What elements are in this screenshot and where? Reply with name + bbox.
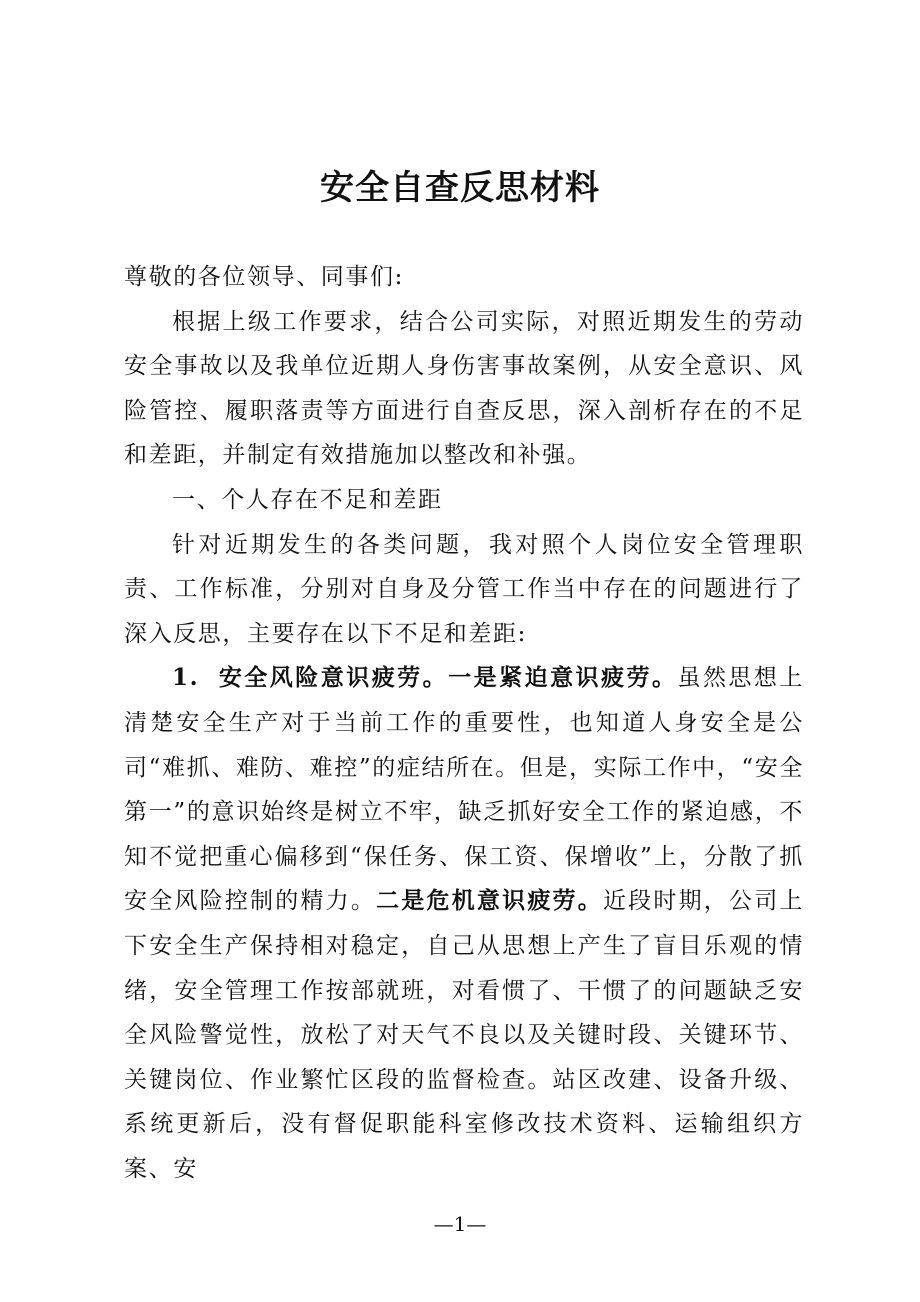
section-heading: 一、个人存在不足和差距 [172, 486, 443, 513]
section-intro-paragraph: 针对近期发生的各类问题，我对照个人岗位安全管理职责、工作标准，分别对自身及分管工作当中存在的问题进行了深入反思，主要存在以下不足和差距: [124, 531, 804, 647]
item-1-sub2-label: 二是危机意识疲劳。 [376, 887, 603, 915]
item-1-paragraph [124, 656, 804, 1191]
salutation: 尊敬的各位领导、同事们: [124, 264, 404, 290]
intro-paragraph: 根据上级工作要求，结合公司实际，对照近期发生的劳动安全事故以及我单位近期人身伤害事故案例，从安全意识、风险管控、履职落责等方面进行自查反思，深入剖析存在的不足和差距，并制定有效措施加以整改和补强。 [124, 308, 804, 469]
document-title: 安全自查反思材料 [320, 168, 600, 208]
item-1-sub2-text: 近段时期，公司上下安全生产保持相对稳定，自己从思想上产生了盲目乐观的情绪，安全管理工作按部就班，对看惯了、干惯了的问题缺乏安全风险警觉性，放松了对天气不良以及关键时段、关键环节、关键岗位、作业繁忙区段的监督检查。站区改建、设备升级、系统更新后，没有督促职能科室修改技术资料、运输组织方案、安 [124, 888, 805, 1182]
page-number: —1— [433, 1212, 487, 1236]
item-1-heading: 安全风险意识疲劳。 [218, 664, 449, 692]
document-body [124, 255, 804, 1191]
item-1-sub1-text: 虽然思想上清楚安全生产对于当前工作的重要性，也知道人身安全是公司“难抓、难防、难控”的症结所在。但是，实际工作中，“安全第一”的意识始终是树立不牢，缺乏抓好安全工作的紧迫感，不知不觉把重心偏移到“保任务、保工资、保增收”上，分散了抓安全风险控制的精力。 [124, 665, 804, 915]
item-1-number: 1. [172, 664, 200, 692]
item-1-sub1-label: 一是紧迫意识疲劳。 [448, 664, 678, 692]
